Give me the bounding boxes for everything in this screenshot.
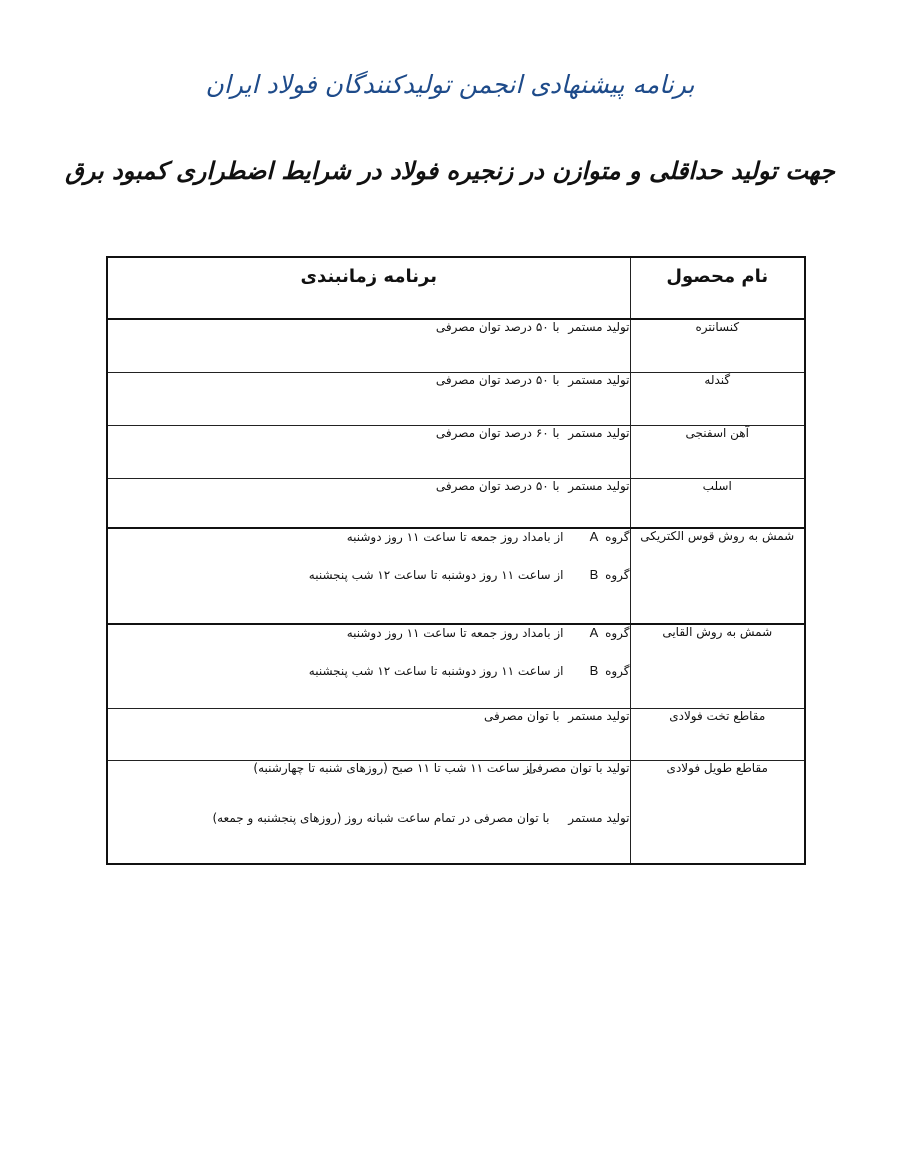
group-label: گروه A (589, 625, 630, 640)
table-row (107, 708, 805, 760)
product-name: مقاطع طویل فولادی (630, 760, 805, 864)
schedule-text: با توان مصرفی در تمام ساعت شبانه روز (روزهای پنجشنبه و جمعه) (212, 810, 550, 825)
product-name: مقاطع تخت فولادی (630, 708, 805, 760)
schedule-cell (107, 372, 630, 425)
product-name: شمش به روش قوس الکتریکی (630, 528, 805, 624)
schedule-label: تولید مستمر (568, 320, 630, 334)
schedule-text: با ۵۰ درصد توان مصرفی (435, 320, 560, 334)
table-row (107, 528, 805, 624)
schedule-line (108, 663, 630, 678)
group-letter: B (589, 567, 599, 582)
schedule-label: تولید با توان مصرفی (527, 760, 630, 775)
schedule-label: تولید مستمر (568, 810, 630, 825)
schedule-cell (107, 624, 630, 708)
schedule-label: تولید مستمر (568, 708, 630, 723)
document-title: برنامه پیشنهادی انجمن تولیدکنندگان فولاد ایران (205, 70, 695, 99)
schedule-text: با ۵۰ درصد توان مصرفی (435, 372, 560, 387)
schedule-label: تولید مستمر (568, 425, 630, 440)
schedule-text: با ۵۰ درصد توان مصرفی (435, 478, 560, 493)
schedule-table (106, 256, 806, 865)
schedule-cell (107, 478, 630, 528)
product-name: شمش به روش القایی (630, 624, 805, 708)
schedule-text: با ۶۰ درصد توان مصرفی (435, 425, 560, 440)
table-row (107, 624, 805, 708)
schedule-line (108, 709, 630, 723)
schedule-label: تولید مستمر (568, 372, 630, 387)
group-label: گروه B (589, 663, 630, 678)
table-row (107, 319, 805, 372)
schedule-cell (107, 319, 630, 372)
schedule-line (108, 320, 630, 334)
group-letter: A (589, 529, 599, 544)
product-name: آهن اسفنجی (630, 425, 805, 478)
product-name: گندله (630, 372, 805, 425)
group-label: گروه B (589, 567, 630, 582)
schedule-cell (107, 708, 630, 760)
table-header-row (107, 257, 805, 319)
schedule-text: از بامداد روز جمعه تا ساعت ۱۱ روز دوشنبه (346, 530, 564, 544)
schedule-label: تولید مستمر (568, 478, 630, 493)
group-label: گروه A (589, 529, 630, 544)
table-row (107, 425, 805, 478)
column-header-product: نام محصول (630, 257, 805, 319)
column-header-schedule: برنامه زمانبندی (107, 257, 630, 319)
schedule-line (108, 479, 630, 493)
schedule-text: از بامداد روز جمعه تا ساعت ۱۱ روز دوشنبه (346, 626, 564, 640)
schedule-cell (107, 425, 630, 478)
schedule-text: با توان مصرفی (484, 708, 560, 723)
group-letter: B (589, 663, 599, 678)
schedule-text: از ساعت ۱۱ شب تا ۱۱ صبح (روزهای شنبه تا چهارشنبه) (253, 760, 533, 775)
schedule-line (108, 761, 630, 775)
schedule-line (108, 625, 630, 640)
table-row (107, 760, 805, 864)
schedule-line (108, 811, 630, 825)
product-name: اسلب (630, 478, 805, 528)
schedule-line (108, 529, 630, 544)
document-subtitle: جهت تولید حداقلی و متوازن در زنجیره فولاد در شرایط اضطراری کمبود برق (65, 156, 835, 185)
schedule-cell (107, 528, 630, 624)
schedule-line (108, 426, 630, 440)
product-name: کنسانتره (630, 319, 805, 372)
table-row (107, 372, 805, 425)
schedule-line (108, 373, 630, 387)
schedule-cell (107, 760, 630, 864)
schedule-text: از ساعت ۱۱ روز دوشنبه تا ساعت ۱۲ شب پنجشنبه (308, 664, 564, 678)
schedule-text: از ساعت ۱۱ روز دوشنبه تا ساعت ۱۲ شب پنجشنبه (308, 568, 564, 582)
schedule-line (108, 567, 630, 582)
table-row (107, 478, 805, 528)
group-letter: A (589, 625, 599, 640)
